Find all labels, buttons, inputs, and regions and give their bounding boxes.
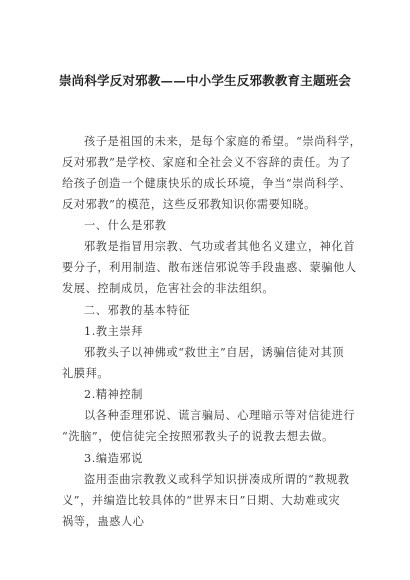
subheading-2: 2.精神控制 xyxy=(84,388,144,401)
paragraph-definition-line-3: 发展、控制成员，危害社会的非法组织。 xyxy=(62,282,275,295)
subheading-3: 3.编造邪说 xyxy=(84,452,144,465)
paragraph-feature-3-line-3: 祸等，蛊惑人心 xyxy=(62,515,145,528)
paragraph-feature-1-line-1: 邪教头子以神佛或“救世主”自居，诱骗信徒对其顶 xyxy=(84,346,345,359)
document-title: 崇尚科学反对邪教——中小学生反邪教教育主题班会 xyxy=(58,73,352,88)
paragraph-intro-line-4: 反对邪教”的模范，这些反邪教知识你需要知晓。 xyxy=(62,198,316,211)
section-heading-1: 一、什么是邪教 xyxy=(84,219,167,232)
paragraph-feature-2-line-1: 以各种歪理邪说、谎言骗局、心理暗示等对信徒进行 xyxy=(84,409,356,422)
paragraph-intro-line-2: 反对邪教”是学校、家庭和全社会义不容辞的责任。为了 xyxy=(62,156,352,169)
paragraph-feature-3-line-2: 义”，并编造比较具体的“世界末日”日期、大劫难或灾 xyxy=(62,494,341,507)
paragraph-intro-line-3: 给孩子创造一个健康快乐的成长环境，争当“崇尚科学、 xyxy=(62,177,352,190)
subheading-1: 1.教主崇拜 xyxy=(84,325,144,338)
paragraph-feature-3-line-1: 盗用歪曲宗教教义或科学知识拼凑成所谓的“教规教 xyxy=(84,473,350,486)
paragraph-feature-2-line-2: “洗脑”，使信徒完全按照邪教头子的说教去想去做。 xyxy=(62,430,334,443)
paragraph-intro-line-1: 孩子是祖国的未来，是每个家庭的希望。“崇尚科学， xyxy=(84,135,362,148)
paragraph-definition-line-2: 要分子，利用制造、散布迷信邪说等手段蛊惑、蒙骗他人 xyxy=(62,261,357,274)
paragraph-definition-line-1: 邪教是指冒用宗教、气功或者其他名义建立，神化首 xyxy=(84,240,356,253)
section-heading-2: 二、邪教的基本特征 xyxy=(84,304,191,317)
paragraph-feature-1-line-2: 礼膜拜。 xyxy=(62,367,110,380)
